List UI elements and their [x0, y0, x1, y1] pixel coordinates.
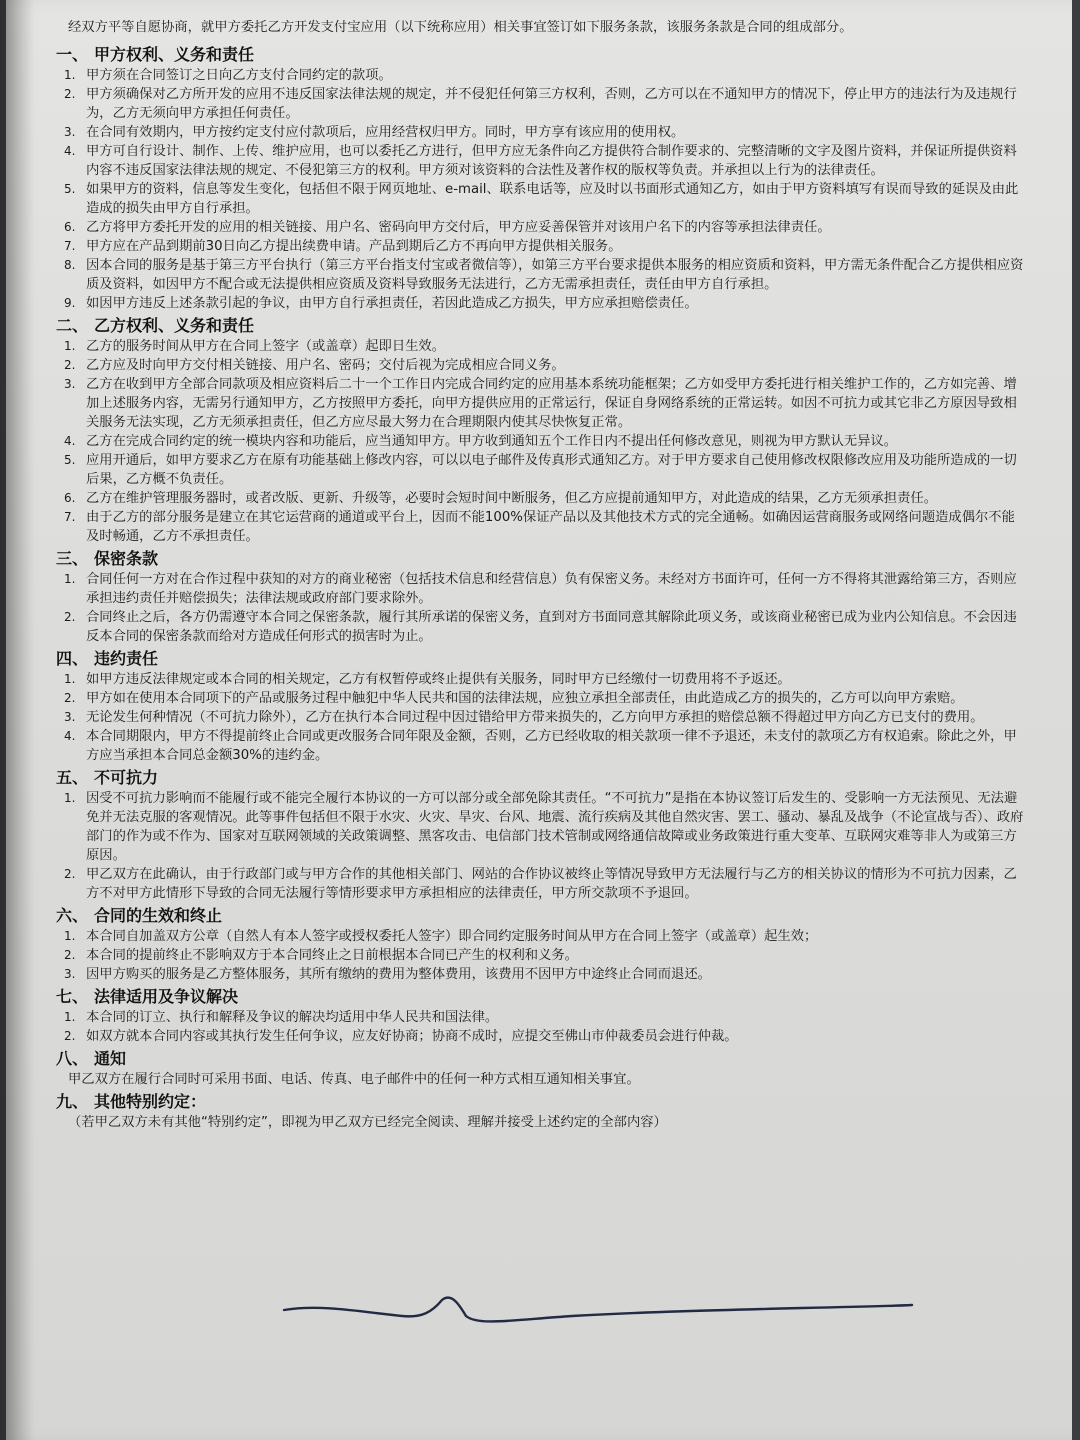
clause-text: 合同任何一方对在合作过程中获知的对方的商业秘密（包括技术信息和经营信息）负有保密义务。未经对方书面许可，任何一方不得将其泄露给第三方，否则应承担违约责任并赔偿损失；法律法规或政府部门要求除外。 [86, 572, 1017, 606]
clause-item [56, 508, 1028, 546]
clause-text: 因受不可抗力影响而不能履行或不能完全履行本协议的一方可以部分或全部免除其责任。“不可抗力”是指在本协议签订后发生的、受影响一方无法预见、无法避免并无法克服的客观情况。此等事件包括但不限于水灾、火灾、旱灾、台风、地震、流行疾病及其他自然灾害、罢工、骚动、暴乱及战争（不论宣战与否）、政府部门的作为或不作为、国家对互联网领域的关政策调整、黑客攻击、电信部门技术管制或网络通信故障或业务政策进行重大变革、互联网灾难等非人为或第三方原因。 [86, 791, 1024, 863]
clause-number: 1. [64, 929, 76, 943]
section-title: 保密条款 [94, 549, 159, 568]
clause-text: 如双方就本合同内容或其执行发生任何争议，应友好协商；协商不成时，应提交至佛山市仲裁委员会进行仲裁。 [86, 1029, 738, 1044]
clause-number: 6. [64, 220, 76, 234]
clause-text: 乙方在维护管理服务器时，或者改版、更新、升级等，必要时会短时间中断服务，但乙方应提前通知甲方，对此造成的结果，乙方无须承担责任。 [86, 491, 937, 506]
sections-container [56, 45, 1028, 1132]
clause-number: 8. [64, 258, 76, 272]
clause-item [56, 142, 1028, 180]
clause-text: 如甲方违反法律规定或本合同的相关规定，乙方有权暂停或终止提供有关服务，同时甲方已经缴付一切费用将不予返还。 [86, 672, 791, 687]
clause-item [56, 432, 1028, 451]
clause-item [56, 865, 1028, 903]
section-heading [56, 649, 1028, 669]
clause-number: 6. [64, 491, 76, 505]
clause-number: 5. [64, 453, 76, 467]
clause-text: 因本合同的服务是基于第三方平台执行（第三方平台指支付宝或者微信等），如第三方平台要求提供本服务的相应资质和资料，甲方需无条件配合乙方提供相应资质及资料，如因甲方不配合或无法提供相应资质及资料导致服务无法进行，乙方无需承担责任，责任由甲方自行承担。 [86, 258, 1024, 292]
section-heading [56, 1049, 1028, 1069]
section-title: 合同的生效和终止 [94, 906, 223, 925]
binding-shadow [0, 0, 34, 1440]
clause-number: 2. [64, 948, 76, 962]
clause-text: 本合同自加盖双方公章（自然人有本人签字或授权委托人签字）即合同约定服务时间从甲方在合同上签字（或盖章）起生效； [86, 929, 818, 944]
clause-item [56, 708, 1028, 727]
section-heading [56, 549, 1028, 569]
clause-number: 1. [64, 791, 76, 805]
clause-item [56, 294, 1028, 313]
clause-text: 乙方的服务时间从甲方在合同上签字（或盖章）起即日生效。 [86, 339, 446, 354]
clause-item [56, 965, 1028, 984]
clause-item [56, 218, 1028, 237]
section-heading [56, 987, 1028, 1007]
clause-item [56, 670, 1028, 689]
clause-text: 如果甲方的资料，信息等发生变化，包括但不限于网页地址、e-mail、联系电话等，应及时以书面形式通知乙方，如由于甲方资料填写有误而导致的延误及由此造成的损失由甲方自行承担。 [86, 182, 1019, 216]
clause-text: 如因甲方违反上述条款引起的争议，由甲方自行承担责任，若因此造成乙方损失，甲方应承担赔偿责任。 [86, 296, 698, 311]
section-number: 七、 [56, 987, 89, 1006]
clause-item [56, 337, 1028, 356]
section-title: 法律适用及争议解决 [94, 987, 239, 1006]
clause-number: 4. [64, 144, 76, 158]
clause-number: 7. [64, 239, 76, 253]
clause-number: 2. [64, 87, 76, 101]
clause-number: 4. [64, 434, 76, 448]
contract-body [56, 18, 1028, 1132]
clause-text: 本合同的订立、执行和解释及争议的解决均适用中华人民共和国法律。 [86, 1010, 499, 1025]
clause-text: 乙方在完成合同约定的统一模块内容和功能后，应当通知甲方。甲方收到通知五个工作日内不提出任何修改意见，则视为甲方默认无异议。 [86, 434, 898, 449]
clause-number: 3. [64, 377, 76, 391]
section-title: 乙方权利、义务和责任 [94, 316, 255, 335]
section-number: 四、 [56, 649, 89, 668]
clause-text: 因甲方购买的服务是乙方整体服务，其所有缴纳的费用为整体费用，该费用不因甲方中途终止合同而退还。 [86, 967, 711, 982]
section-title: 通知 [94, 1049, 127, 1068]
clause-item [56, 489, 1028, 508]
clause-number: 1. [64, 1010, 76, 1024]
clause-number: 3. [64, 710, 76, 724]
clause-text: 甲方须在合同签订之日向乙方支付合同约定的款项。 [86, 68, 392, 83]
section-title: 甲方权利、义务和责任 [94, 45, 255, 64]
clause-text: 乙方在收到甲方全部合同款项及相应资料后二十一个工作日内完成合同约定的应用基本系统功能框架；乙方如受甲方委托进行相关维护工作的，乙方如完善、增加上述服务内容，无需另行通知甲方，乙方按照甲方委托，向甲方提供应用的正常运行，保证自身网络系统的正常运转。如因不可抗力或其它非乙方原因导致相关服务无法实现，乙方无须承担责任，但乙方应尽最大努力在合理期限内使其尽快恢复正常。 [86, 377, 1017, 430]
handwritten-pen-stroke [282, 1290, 914, 1330]
clause-number: 4. [64, 729, 76, 743]
clause-item [56, 356, 1028, 375]
clause-number: 2. [64, 610, 76, 624]
section-number: 八、 [56, 1049, 89, 1068]
section-text: （若甲乙双方未有其他“特别约定”，即视为甲乙双方已经完全阅读、理解并接受上述约定的全部内容） [68, 1115, 667, 1130]
clause-text: 甲方可自行设计、制作、上传、维护应用，也可以委托乙方进行，但甲方应无条件向乙方提供符合制作要求的、完整清晰的文字及图片资料，并保证所提供资料内容不违反国家法律法规的规定、不侵犯第三方的权利。甲方须对该资料的合法性及著作权的版权等负责。并承担以上行为的法律责任。 [86, 144, 1017, 178]
clause-text: 本合同期限内，甲方不得提前终止合同或更改服务合同年限及金额，否则，乙方已经收取的相关款项一律不予退还，未支付的款项乙方有权追索。除此之外，甲方应当承担本合同总金额30%的违约金。 [86, 729, 1017, 763]
clause-text: 无论发生何种情况（不可抗力除外），乙方在执行本合同过程中因过错给甲方带来损失的，乙方向甲方承担的赔偿总额不得超过甲方向乙方已支付的费用。 [86, 710, 984, 725]
clause-item [56, 85, 1028, 123]
clause-item [56, 237, 1028, 256]
section-number: 二、 [56, 316, 89, 335]
clause-item [56, 946, 1028, 965]
section-number: 一、 [56, 45, 89, 64]
clause-item [56, 727, 1028, 765]
clause-number: 2. [64, 1029, 76, 1043]
clause-text: 在合同有效期内，甲方按约定支付应付款项后，应用经营权归甲方。同时，甲方享有该应用的使用权。 [86, 125, 685, 140]
clause-text: 本合同的提前终止不影响双方于本合同终止之日前根据本合同已产生的权利和义务。 [86, 948, 578, 963]
clause-item [56, 375, 1028, 432]
section-heading [56, 768, 1028, 788]
clause-number: 2. [64, 691, 76, 705]
clause-number: 1. [64, 572, 76, 586]
section-heading [56, 316, 1028, 336]
section-title: 不可抗力 [94, 768, 159, 787]
section-heading [56, 45, 1028, 65]
clause-number: 1. [64, 68, 76, 82]
clause-text: 甲乙双方在此确认，由于行政部门或与甲方合作的其他相关部门、网站的合作协议被终止等情况导致甲方无法履行与乙方的相关协议的情形为不可抗力因素，乙方不对甲方此情形下导致的合同无法履行等情形要求甲方承担相应的法律责任，甲方所交款项不予退回。 [86, 867, 1017, 901]
clause-text: 应用开通后，如甲方要求乙方在原有功能基础上修改内容，可以以电子邮件及传真形式通知乙方。对于甲方要求自己使用修改权限修改应用及功能所造成的一切后果，乙方概不负责任。 [86, 453, 1017, 487]
clause-number: 1. [64, 339, 76, 353]
section-number: 三、 [56, 549, 89, 568]
clause-item [56, 180, 1028, 218]
clause-item [56, 66, 1028, 85]
intro-paragraph: 经双方平等自愿协商，就甲方委托乙方开发支付宝应用（以下统称应用）相关事宜签订如下服务条款，该服务条款是合同的组成部分。 [68, 20, 853, 35]
clause-number: 3. [64, 125, 76, 139]
section-number: 六、 [56, 906, 89, 925]
clause-number: 7. [64, 510, 76, 524]
clause-number: 2. [64, 358, 76, 372]
clause-item [56, 608, 1028, 646]
clause-item [56, 1008, 1028, 1027]
clause-item [56, 689, 1028, 708]
section-heading [56, 906, 1028, 926]
clause-text: 甲方如在使用本合同项下的产品或服务过程中触犯中华人民共和国的法律法规，应独立承担全部责任，由此造成乙方的损失的，乙方可以向甲方索赔。 [86, 691, 964, 706]
clause-number: 2. [64, 867, 76, 881]
clause-text: 甲方须确保对乙方所开发的应用不违反国家法律法规的规定，并不侵犯任何第三方权利，否则，乙方可以在不通知甲方的情况下，停止甲方的违法行为及违规行为，乙方无须向甲方承担任何责任。 [86, 87, 1017, 121]
clause-item [56, 123, 1028, 142]
clause-item [56, 570, 1028, 608]
clause-number: 5. [64, 182, 76, 196]
clause-number: 1. [64, 672, 76, 686]
clause-item [56, 789, 1028, 865]
section-number: 九、 [56, 1092, 89, 1111]
clause-text: 乙方应及时向甲方交付相关链接、用户名、密码；交付后视为完成相应合同义务。 [86, 358, 565, 373]
clause-item [56, 256, 1028, 294]
section-title: 违约责任 [94, 649, 159, 668]
section-text: 甲乙双方在履行合同时可采用书面、电话、传真、电子邮件中的任何一种方式相互通知相关事宜。 [68, 1072, 640, 1087]
clause-item [56, 1027, 1028, 1046]
clause-text: 乙方将甲方委托开发的应用的相关链接、用户名、密码向甲方交付后，甲方应妥善保管并对该用户名下的内容等承担法律责任。 [86, 220, 831, 235]
clause-item [56, 927, 1028, 946]
clause-item [56, 451, 1028, 489]
clause-text: 合同终止之后，各方仍需遵守本合同之保密条款，履行其所承诺的保密义务，直到对方书面同意其解除此项义务，或该商业秘密已成为业内公知信息。不会因违反本合同的保密条款而给对方造成任何形式的损害时为止。 [86, 610, 1017, 644]
section-title: 其他特别约定： [94, 1092, 207, 1111]
section-number: 五、 [56, 768, 89, 787]
clause-number: 9. [64, 296, 76, 310]
clause-text: 由于乙方的部分服务是建立在其它运营商的通道或平台上，因而不能100%保证产品以及其他技术方式的完全通畅。如确因运营商服务或网络问题造成偶尔不能及时畅通，乙方不承担责任。 [86, 510, 1015, 544]
section-heading [56, 1092, 1028, 1112]
clause-number: 3. [64, 967, 76, 981]
clause-text: 甲方应在产品到期前30日向乙方提出续费申请。产品到期后乙方不再向甲方提供相关服务。 [86, 239, 622, 254]
